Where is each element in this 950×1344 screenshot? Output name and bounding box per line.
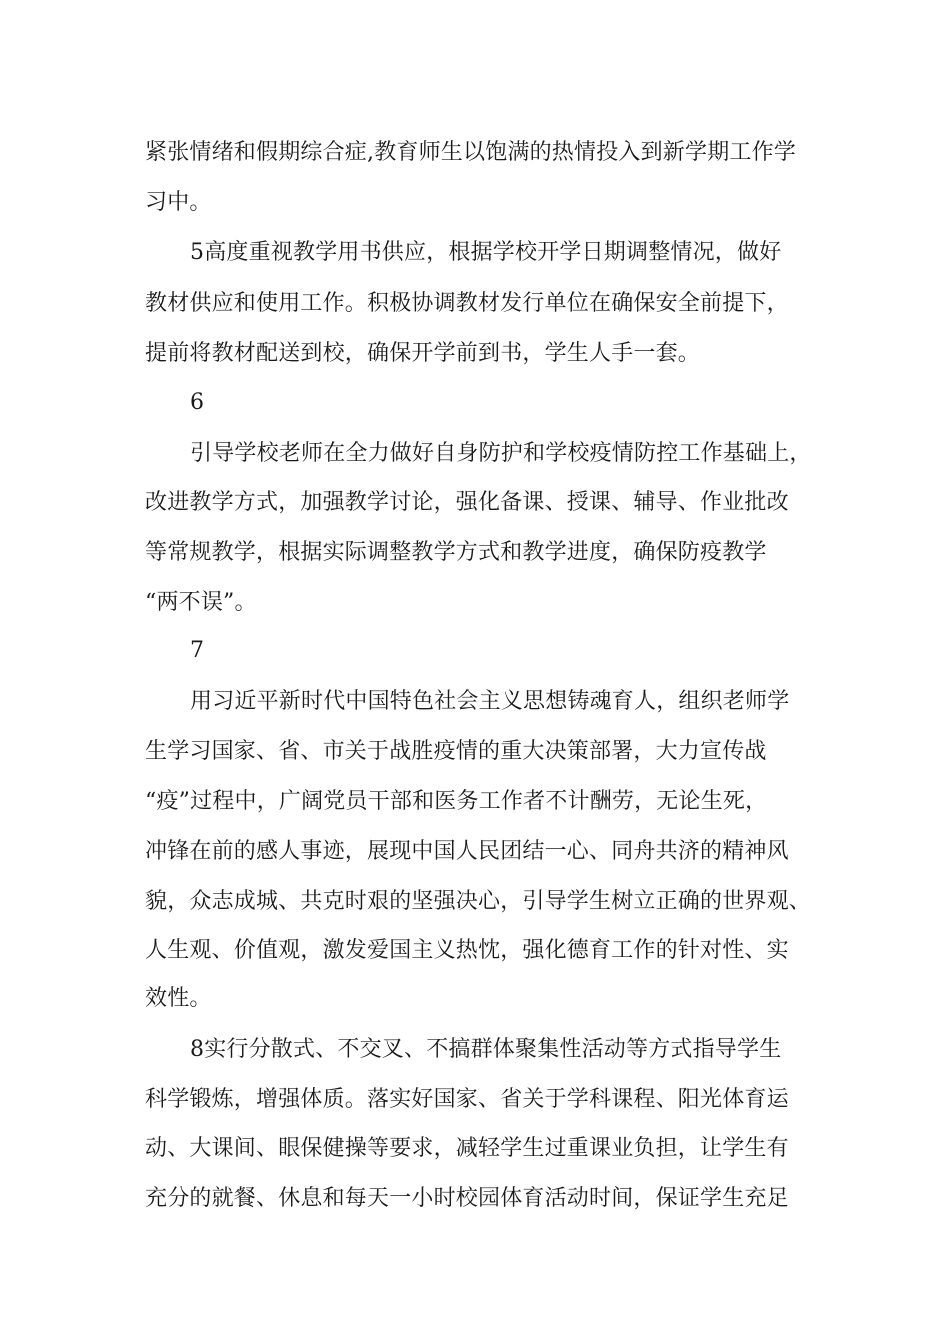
text-line: 教材供应和使用工作。积极协调教材发行单位在确保安全前提下，	[145, 291, 789, 316]
text-line: “两不误”。	[145, 590, 257, 615]
text-line: 人生观、价值观，激发爱国主义热忱，强化德育工作的针对性、实	[145, 938, 789, 963]
text-line: 6	[190, 390, 205, 415]
text-line: 冲锋在前的感人事迹，展现中国人民团结一心、同舟共济的精神风	[145, 839, 789, 864]
text-line: 8实行分散式、不交叉、不搞群体聚集性活动等方式指导学生	[190, 1037, 782, 1062]
text-line: 动、大课间、眼保健操等要求，减轻学生过重课业负担，让学生有	[145, 1136, 789, 1161]
text-line: 改进教学方式，加强教学讨论，强化备课、授课、辅导、作业批改	[145, 490, 789, 515]
text-line: 紧张情绪和假期综合症,教育师生以饱满的热情投入到新学期工作学	[145, 140, 796, 165]
text-line: 充分的就餐、休息和每天一小时校园体育活动时间，保证学生充足	[145, 1186, 789, 1211]
text-line: 提前将教材配送到校，确保开学前到书，学生人手一套。	[145, 341, 701, 366]
text-line: 效性。	[145, 986, 212, 1011]
text-line: 习中。	[145, 190, 212, 215]
text-line: 用习近平新时代中国特色社会主义思想铸魂育人，组织老师学	[190, 689, 790, 714]
text-line: 科学锻炼，增强体质。落实好国家、省关于学科课程、阳光体育运	[145, 1087, 789, 1112]
text-line: 7	[190, 638, 205, 663]
text-line: “疫”过程中，广阔党员干部和医务工作者不计酬劳，无论生死，	[145, 789, 768, 814]
text-line: 5高度重视教学用书供应，根据学校开学日期调整情况，做好	[190, 240, 782, 265]
text-line: 生学习国家、省、市关于战胜疫情的重大决策部署，大力宣传战	[145, 739, 767, 764]
text-line: 引导学校老师在全力做好自身防护和学校疫情防控工作基础上，	[190, 441, 812, 466]
text-line: 等常规教学，根据实际调整教学方式和教学进度，确保防疫教学	[145, 540, 767, 565]
text-line: 貌，众志成城、共克时艰的坚强决心，引导学生树立正确的世界观、	[145, 889, 812, 914]
